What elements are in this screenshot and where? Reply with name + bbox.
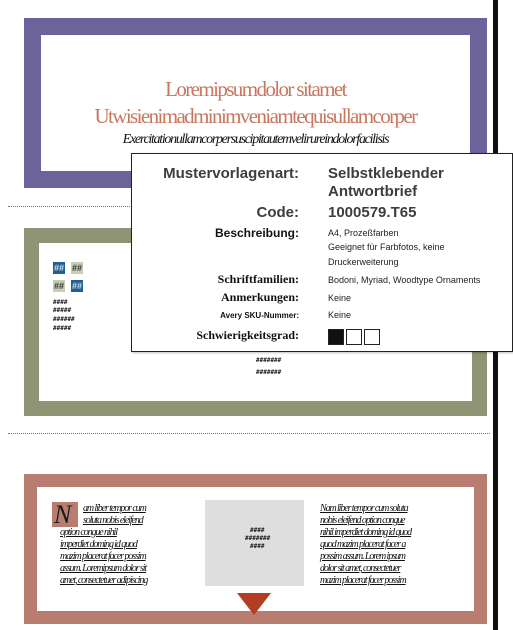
notes-label: Anmerkungen: xyxy=(220,290,299,304)
code-label: Code: xyxy=(256,204,299,221)
body-text-line: possim assum. Lorem ipsum xyxy=(320,551,405,562)
body-text-line: am liber tempor cum xyxy=(83,503,146,514)
difficulty-rating xyxy=(328,329,382,347)
drop-cap-box xyxy=(52,502,78,527)
body-text-line: quod mazim placerat facer a xyxy=(320,539,406,550)
avery-sku-label: Avery SKU-Nummer: xyxy=(220,311,299,320)
ornament-tile: ## xyxy=(53,281,64,291)
notes-value: Keine xyxy=(328,293,352,303)
difficulty-square-empty xyxy=(346,329,362,345)
body-text-line: assum. Loremipsum dolor sit xyxy=(60,563,147,574)
body-text-line: mazim placerat facer possim xyxy=(60,551,146,562)
subline-text: Exercitationullamcorpersuscipitautemvelirureindolorfacilisis xyxy=(122,132,389,147)
description-label: Beschreibung: xyxy=(214,226,299,240)
body-text-line: dolor sit amet, consectetuer xyxy=(320,563,401,574)
headline-line1: Loremipsumdolor sitamet xyxy=(165,77,346,101)
description-line3: Druckerweiterung xyxy=(328,257,399,267)
perforation-line-bottom xyxy=(8,433,490,434)
template-type-value-line2: Antwortbrief xyxy=(328,183,418,200)
placeholder-text-line: ###### xyxy=(53,316,75,323)
body-text-line: option congue nihil xyxy=(60,527,117,538)
body-text-line: nihil imperdiet doming id quod xyxy=(320,527,412,538)
placeholder-text-line: ####### xyxy=(256,357,282,364)
placeholder-text-line: ####### xyxy=(256,369,282,376)
body-text-line: imperdiet doming id quod xyxy=(60,539,137,550)
font-families-value: Bodoni, Myriad, Woodtype Ornaments xyxy=(328,275,481,285)
headline-line2: Utwisienimadminimveniamtequisullamcorper xyxy=(94,104,417,128)
ornament-tile: ## xyxy=(71,263,82,273)
ornament-tile: ## xyxy=(71,281,82,291)
placeholder-text-line: ####### xyxy=(245,535,271,542)
body-text-line: Nam liber tempor cum soluta xyxy=(320,503,408,514)
placeholder-text-line: #### xyxy=(250,527,265,534)
placeholder-text-line: ##### xyxy=(53,325,72,332)
difficulty-square-filled xyxy=(328,329,344,345)
placeholder-text-line: #### xyxy=(250,543,265,550)
template-info-popup xyxy=(131,153,513,352)
triangle-ornament xyxy=(237,593,271,615)
body-text-line: nobis eleifend option congue xyxy=(320,515,405,526)
description-line2: Geeignet für Farbfotos, keine xyxy=(328,242,445,252)
body-text-line: mazim placerat facer possim xyxy=(320,575,406,586)
placeholder-text-line: ##### xyxy=(53,307,72,314)
code-value: 1000579.T65 xyxy=(328,204,417,221)
template-type-value-line1: Selbstklebender xyxy=(328,165,444,182)
drop-cap: N xyxy=(54,500,72,529)
body-text-line: amet, consectetuer adipiscing xyxy=(60,575,148,586)
ornament-tile: ## xyxy=(53,263,64,273)
difficulty-label: Schwierigkeitsgrad: xyxy=(196,328,299,342)
avery-sku-value: Keine xyxy=(328,310,352,320)
difficulty-square-empty xyxy=(364,329,380,345)
font-families-label: Schriftfamilien: xyxy=(217,272,299,286)
template-type-label: Mustervorlagenart: xyxy=(163,165,299,182)
placeholder-text-line: #### xyxy=(53,299,68,306)
image-placeholder-box xyxy=(205,500,304,586)
description-line1: A4, Prozeßfarben xyxy=(328,228,399,238)
body-text-line: soluta nobis eleifend xyxy=(83,515,143,526)
